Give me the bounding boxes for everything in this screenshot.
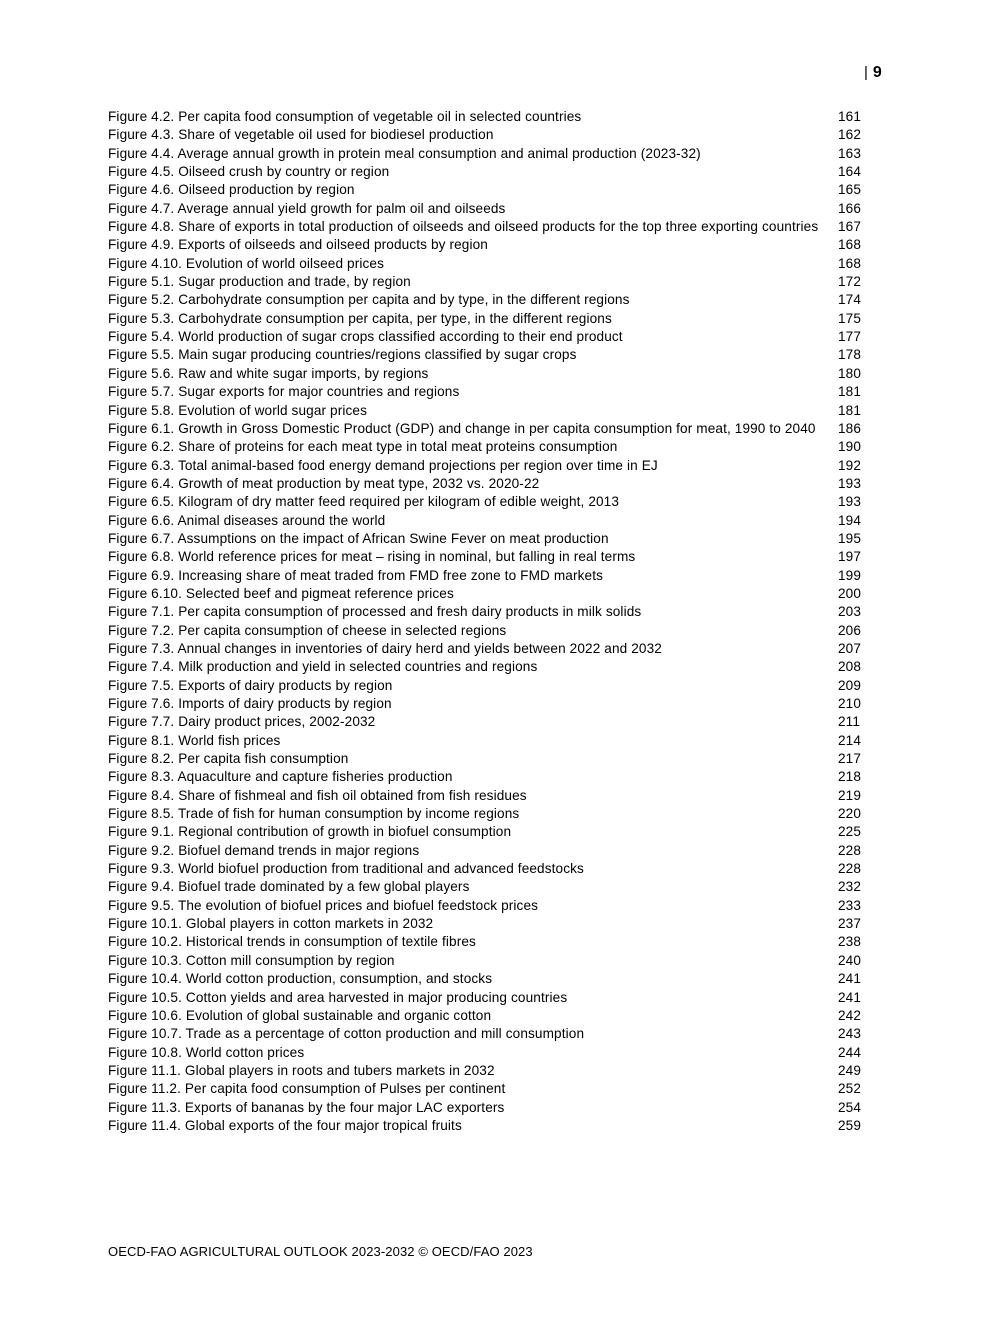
page-reference: 193	[838, 494, 862, 510]
page-reference: 208	[838, 659, 862, 675]
figure-title: Figure 4.2. Per capita food consumption of vegetable oil in selected countries	[108, 109, 582, 124]
toc-entry[interactable]	[108, 255, 868, 273]
figure-title: Figure 7.5. Exports of dairy products by region	[108, 677, 393, 693]
figure-title: Figure 5.4. World production of sugar crops classified according to their end product	[108, 329, 623, 345]
figure-title: Figure 6.6. Animal diseases around the world	[108, 512, 386, 528]
page-reference: 214	[838, 732, 862, 748]
page-reference: 175	[838, 310, 862, 326]
page-reference: 238	[838, 934, 862, 950]
figure-title: Figure 7.7. Dairy product prices, 2002-2032	[108, 714, 376, 730]
page-reference: 228	[838, 842, 862, 858]
toc-entry[interactable]	[108, 933, 868, 951]
figure-title: Figure 4.6. Oilseed production by region	[108, 182, 355, 198]
figure-title: Figure 5.8. Evolution of world sugar prices	[108, 402, 368, 418]
toc-entry[interactable]	[108, 145, 868, 163]
page-reference: 249	[838, 1062, 862, 1078]
toc-entry[interactable]	[108, 768, 868, 786]
page-reference: 181	[838, 384, 862, 400]
toc-entry[interactable]	[108, 493, 868, 511]
page-reference: 199	[838, 567, 862, 583]
figure-title: Figure 7.1. Per capita consumption of processed and fresh dairy products in milk solids	[108, 604, 642, 620]
toc-entry[interactable]	[108, 713, 868, 731]
toc-entry[interactable]	[108, 915, 868, 933]
toc-entry[interactable]	[108, 512, 868, 530]
toc-entry[interactable]	[108, 732, 868, 750]
page-reference: 242	[838, 1007, 862, 1023]
page-number-separator: |	[864, 64, 868, 81]
figure-title: Figure 7.6. Imports of dairy products by region	[108, 696, 392, 711]
figure-title: Figure 9.1. Regional contribution of growth in biofuel consumption	[108, 824, 512, 840]
figure-title: Figure 6.3. Total animal-based food energy demand projections per region over time in EJ	[108, 457, 658, 473]
figure-title: Figure 11.1. Global players in roots and tubers markets in 2032	[108, 1062, 495, 1078]
toc-entry[interactable]	[108, 475, 868, 493]
figure-title: Figure 6.9. Increasing share of meat traded from FMD free zone to FMD markets	[108, 567, 604, 583]
page-reference: 220	[838, 806, 862, 822]
page-reference: 218	[838, 769, 862, 785]
page-reference: 206	[838, 622, 862, 638]
page-reference: 197	[838, 549, 862, 565]
page-reference: 243	[838, 1026, 862, 1042]
figure-title: Figure 4.5. Oilseed crush by country or region	[108, 164, 390, 180]
toc-entry[interactable]	[108, 603, 868, 621]
page-reference: 228	[838, 861, 862, 877]
toc-entry[interactable]	[108, 677, 868, 695]
figure-title: Figure 10.1. Global players in cotton markets in 2032	[108, 916, 434, 932]
toc-entry[interactable]	[108, 878, 868, 896]
toc-entry[interactable]	[108, 1044, 868, 1062]
figure-title: Figure 5.3. Carbohydrate consumption per capita, per type, in the different regions	[108, 310, 612, 326]
toc-entry[interactable]	[108, 402, 868, 420]
page-reference: 219	[838, 787, 862, 803]
toc-entry[interactable]	[108, 842, 868, 860]
figure-title: Figure 10.2. Historical trends in consumption of textile fibres	[108, 934, 476, 950]
toc-entry[interactable]	[108, 970, 868, 988]
toc-entry[interactable]	[108, 273, 868, 291]
page-reference: 240	[838, 952, 862, 968]
figure-title: Figure 4.4. Average annual growth in protein meal consumption and animal production (2023-32)	[108, 145, 701, 161]
figure-title: Figure 6.8. World reference prices for meat – rising in nominal, but falling in real terms	[108, 549, 636, 565]
figure-title: Figure 7.4. Milk production and yield in selected countries and regions	[108, 659, 538, 675]
figure-title: Figure 9.5. The evolution of biofuel prices and biofuel feedstock prices	[108, 897, 539, 913]
toc-entry[interactable]	[108, 1099, 868, 1117]
toc-entry[interactable]	[108, 310, 868, 328]
figure-title: Figure 11.3. Exports of bananas by the four major LAC exporters	[108, 1099, 505, 1115]
toc-entry[interactable]	[108, 548, 868, 566]
page-reference: 167	[838, 219, 862, 235]
toc-entry[interactable]	[108, 1062, 868, 1080]
toc-entry[interactable]	[108, 1007, 868, 1025]
page-reference: 168	[838, 255, 862, 271]
figure-title: Figure 9.3. World biofuel production from traditional and advanced feedstocks	[108, 861, 584, 877]
page-reference: 195	[838, 530, 862, 546]
toc-entry[interactable]	[108, 126, 868, 144]
page-reference: 252	[838, 1081, 862, 1097]
page-reference: 200	[838, 585, 862, 601]
toc-entry[interactable]	[108, 567, 868, 585]
footer-copyright: OECD-FAO AGRICULTURAL OUTLOOK 2023-2032 © OECD/FAO 2023	[108, 1244, 533, 1259]
figure-title: Figure 5.2. Carbohydrate consumption per capita and by type, in the different regions	[108, 292, 630, 308]
list-of-figures	[108, 108, 868, 1135]
figure-title: Figure 8.1. World fish prices	[108, 732, 281, 748]
figure-title: Figure 6.1. Growth in Gross Domestic Product (GDP) and change in per capita consumption for meat, 1990 to 2040	[108, 420, 816, 436]
toc-entry[interactable]	[108, 163, 868, 181]
toc-entry[interactable]	[108, 365, 868, 383]
page-reference: 241	[838, 989, 862, 1005]
page-reference: 254	[838, 1099, 862, 1115]
page-reference: 193	[838, 475, 862, 491]
toc-entry[interactable]	[108, 328, 868, 346]
toc-entry[interactable]	[108, 346, 868, 364]
figure-title: Figure 10.3. Cotton mill consumption by region	[108, 952, 395, 968]
page-reference: 178	[838, 347, 862, 363]
figure-title: Figure 4.10. Evolution of world oilseed prices	[108, 255, 385, 271]
page-reference: 225	[838, 824, 862, 840]
page-reference: 207	[838, 640, 862, 656]
toc-entry[interactable]	[108, 695, 868, 713]
toc-entry[interactable]	[108, 860, 868, 878]
page-reference: 232	[838, 879, 862, 895]
page-reference: 181	[838, 402, 862, 418]
toc-entry[interactable]	[108, 1080, 868, 1098]
toc-entry[interactable]	[108, 181, 868, 199]
page-reference: 174	[838, 292, 862, 308]
toc-entry[interactable]	[108, 640, 868, 658]
toc-entry[interactable]	[108, 218, 868, 236]
page-reference: 162	[838, 127, 862, 143]
toc-entry[interactable]	[108, 585, 868, 603]
page-reference: 172	[838, 274, 862, 290]
page-reference: 217	[838, 751, 862, 767]
page-reference: 233	[838, 897, 862, 913]
page-reference: 244	[838, 1044, 862, 1060]
toc-entry[interactable]	[108, 787, 868, 805]
toc-entry[interactable]	[108, 108, 868, 126]
page-reference: 259	[838, 1117, 862, 1133]
toc-entry[interactable]	[108, 1117, 868, 1135]
figure-title: Figure 5.5. Main sugar producing countries/regions classified by sugar crops	[108, 347, 577, 363]
figure-title: Figure 10.8. World cotton prices	[108, 1044, 305, 1060]
toc-entry[interactable]	[108, 622, 868, 640]
figure-title: Figure 10.4. World cotton production, consumption, and stocks	[108, 971, 493, 987]
page-number-value: 9	[872, 64, 882, 81]
page-reference: 163	[838, 145, 862, 161]
figure-title: Figure 11.2. Per capita food consumption of Pulses per continent	[108, 1081, 506, 1097]
figure-title: Figure 7.3. Annual changes in inventories of dairy herd and yields between 2022 and 2032	[108, 640, 662, 656]
figure-title: Figure 5.7. Sugar exports for major countries and regions	[108, 384, 460, 400]
toc-entry[interactable]	[108, 897, 868, 915]
figure-title: Figure 4.9. Exports of oilseeds and oilseed products by region	[108, 237, 488, 253]
toc-entry[interactable]	[108, 658, 868, 676]
toc-entry[interactable]	[108, 236, 868, 254]
toc-entry[interactable]	[108, 383, 868, 401]
figure-title: Figure 9.2. Biofuel demand trends in major regions	[108, 842, 420, 858]
toc-entry[interactable]	[108, 952, 868, 970]
figure-title: Figure 8.3. Aquaculture and capture fisheries production	[108, 769, 453, 785]
toc-entry[interactable]	[108, 438, 868, 456]
page-reference: 166	[838, 200, 862, 216]
figure-title: Figure 4.7. Average annual yield growth for palm oil and oilseeds	[108, 200, 506, 216]
figure-title: Figure 10.5. Cotton yields and area harvested in major producing countries	[108, 989, 568, 1005]
figure-title: Figure 4.8. Share of exports in total production of oilseeds and oilseed products for the top three exporting countries	[108, 219, 819, 235]
page-reference: 241	[838, 971, 862, 987]
figure-title: Figure 9.4. Biofuel trade dominated by a few global players	[108, 879, 470, 895]
page-reference: 168	[838, 237, 862, 253]
page-reference: 180	[838, 365, 862, 381]
figure-title: Figure 11.4. Global exports of the four major tropical fruits	[108, 1117, 462, 1133]
page-reference: 209	[838, 677, 862, 693]
page-number	[864, 63, 882, 83]
toc-entry[interactable]	[108, 823, 868, 841]
figure-title: Figure 6.2. Share of proteins for each meat type in total meat proteins consumption	[108, 439, 618, 455]
figure-title: Figure 6.4. Growth of meat production by meat type, 2032 vs. 2020-22	[108, 475, 540, 491]
page-reference: 192	[838, 457, 862, 473]
figure-title: Figure 10.6. Evolution of global sustainable and organic cotton	[108, 1007, 492, 1023]
toc-entry[interactable]	[108, 420, 868, 438]
figure-title: Figure 5.6. Raw and white sugar imports, by regions	[108, 365, 429, 381]
page-reference: 203	[838, 604, 862, 620]
toc-entry[interactable]	[108, 989, 868, 1007]
figure-title: Figure 6.7. Assumptions on the impact of African Swine Fever on meat production	[108, 530, 609, 546]
figure-title: Figure 8.5. Trade of fish for human consumption by income regions	[108, 806, 520, 822]
toc-entry[interactable]	[108, 750, 868, 768]
page-reference: 210	[838, 696, 862, 711]
page-reference: 164	[838, 164, 862, 180]
toc-entry[interactable]	[108, 530, 868, 548]
figure-title: Figure 7.2. Per capita consumption of cheese in selected regions	[108, 622, 507, 638]
page-reference: 177	[838, 329, 862, 345]
figure-title: Figure 6.5. Kilogram of dry matter feed required per kilogram of edible weight, 2013	[108, 494, 620, 510]
page-reference: 161	[838, 109, 862, 124]
page-reference: 165	[838, 182, 862, 198]
figure-title: Figure 6.10. Selected beef and pigmeat reference prices	[108, 585, 454, 601]
figure-title: Figure 10.7. Trade as a percentage of cotton production and mill consumption	[108, 1026, 585, 1042]
toc-entry[interactable]	[108, 200, 868, 218]
page-reference: 186	[838, 420, 862, 436]
toc-entry[interactable]	[108, 291, 868, 309]
page-reference: 194	[838, 512, 862, 528]
figure-title: Figure 5.1. Sugar production and trade, by region	[108, 274, 411, 290]
figure-title: Figure 8.2. Per capita fish consumption	[108, 751, 349, 767]
figure-title: Figure 8.4. Share of fishmeal and fish oil obtained from fish residues	[108, 787, 527, 803]
toc-entry[interactable]	[108, 1025, 868, 1043]
figure-title: Figure 4.3. Share of vegetable oil used for biodiesel production	[108, 127, 494, 143]
toc-entry[interactable]	[108, 457, 868, 475]
page-reference: 237	[838, 916, 862, 932]
page-reference: 211	[838, 714, 861, 730]
toc-entry[interactable]	[108, 805, 868, 823]
page-reference: 190	[838, 439, 862, 455]
